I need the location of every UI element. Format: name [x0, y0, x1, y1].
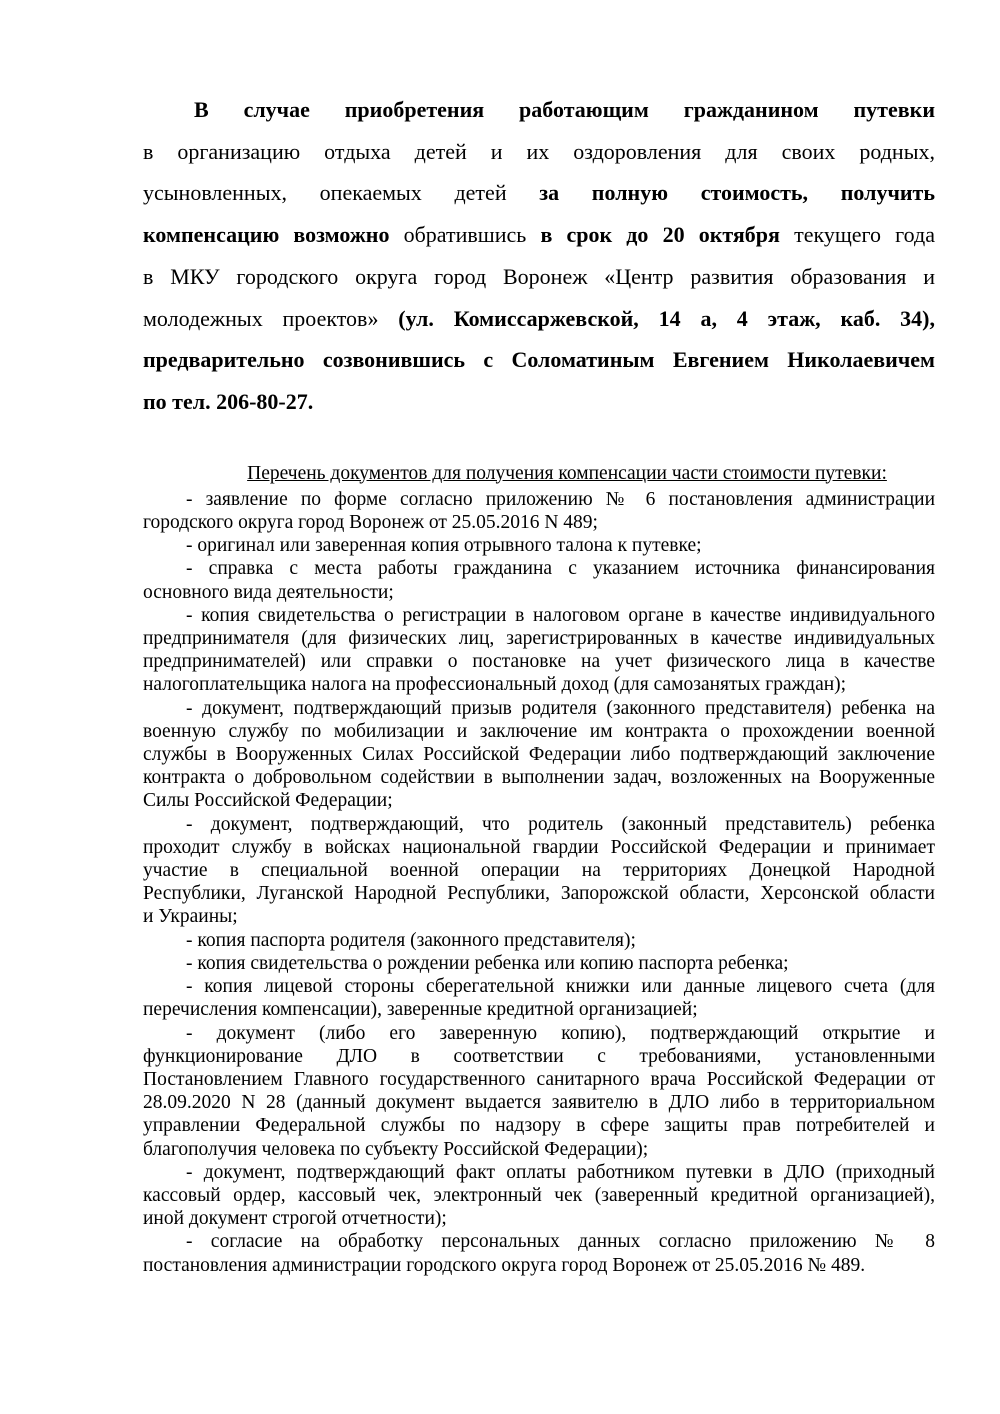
intro-line — [143, 256, 935, 298]
list-item — [143, 1230, 935, 1276]
list-item-line: иной документ строгой отчетности); — [143, 1208, 447, 1230]
documents-list-section — [143, 462, 935, 1277]
list-item-line: и Украины; — [143, 906, 238, 928]
list-item-line: - заявление по форме согласно приложению № 6 постановления администрации — [186, 488, 935, 510]
list-item-line: кассовый ордер, кассовый чек, электронный чек (заверенный кредитной организацией), — [143, 1184, 935, 1206]
intro-line — [143, 339, 935, 381]
list-item — [143, 697, 935, 813]
documents-list-heading-text: Перечень документов для получения компенсации части стоимости путевки: — [247, 462, 887, 484]
list-item — [143, 1161, 935, 1231]
text-run-bold: В случае приобретения работающим гражданином путевки — [194, 97, 935, 122]
documents-list-heading — [143, 462, 935, 485]
intro-line — [143, 298, 935, 340]
list-item-line: налогоплательщика налога на профессиональный доход (для самозанятых граждан); — [143, 674, 847, 696]
list-item-line: перечисления компенсации), заверенные кредитной организацией; — [143, 999, 698, 1021]
text-run-bold: предварительно созвонившись с Соломатиным Евгением Николаевичем — [143, 347, 935, 373]
list-item-line: - документ (либо его заверенную копию), подтверждающий открытие и — [186, 1022, 935, 1044]
text-run-bold: в срок до 20 октября — [540, 222, 795, 248]
list-item — [143, 488, 935, 534]
list-item — [143, 929, 935, 952]
list-item-line: участие в специальной военной операции на территориях Донецкой Народной — [143, 860, 935, 882]
text-run-bold: (ул. Комиссаржевской, 14 а, 4 этаж, каб. 34), — [398, 305, 935, 331]
list-item-line: службы в Вооруженных Силах Российской Федерации либо подтверждающий заключение — [143, 744, 935, 766]
list-item-line: городского округа город Воронеж от 25.05.2016 N 489; — [143, 512, 598, 534]
list-item-line: предпринимателя (для физических лиц, зарегистрированных в качестве индивидуальных — [143, 628, 935, 650]
list-item-line: - копия свидетельства о рождении ребенка или копию паспорта ребенка; — [186, 952, 789, 974]
intro-line — [143, 131, 935, 173]
list-item — [143, 1022, 935, 1161]
list-item-line: военную службу по мобилизации и заключение им контракта о прохождении военной — [143, 720, 935, 742]
text-run: молодежных проектов» — [143, 305, 399, 331]
intro-line — [143, 172, 935, 214]
text-run-bold: компенсацию возможно — [143, 222, 404, 248]
list-item-line: предпринимателей) или справки о постановке на учет физического лица в качестве — [143, 651, 935, 673]
list-item-line: благополучия человека по субъекту Российской Федерации); — [143, 1138, 649, 1160]
text-run-bold: за полную стоимость, получить — [539, 180, 935, 206]
intro-line — [143, 89, 935, 131]
list-item-line: основного вида деятельности; — [143, 581, 394, 603]
list-item-line: Постановлением Главного государственного санитарного врача Российской Федерации от — [143, 1068, 935, 1090]
list-item-line: - согласие на обработку персональных данных согласно приложению № 8 — [186, 1231, 935, 1253]
list-item-line: управлении Федеральной службы по надзору в сфере защиты прав потребителей и — [143, 1115, 935, 1137]
intro-line — [143, 214, 935, 256]
text-run: в организацию отдыха детей и их оздоровления для своих родных, — [143, 138, 935, 164]
list-item-line: проходит службу в войсках национальной гвардии Российской Федерации и принимает — [143, 836, 935, 858]
text-run: текущего года — [794, 222, 935, 248]
intro-line — [143, 381, 935, 423]
list-item-line: контракта о добровольном содействии в выполнении задач, возложенных на Вооруженные — [143, 767, 935, 789]
list-item — [143, 604, 935, 697]
list-item-line: - копия свидетельства о регистрации в налоговом органе в качестве индивидуального — [186, 604, 935, 626]
list-item-line: постановления администрации городского округа город Воронеж от 25.05.2016 № 489. — [143, 1254, 866, 1276]
list-item — [143, 557, 935, 603]
list-item — [143, 975, 935, 1021]
list-item-line: - копия паспорта родителя (законного представителя); — [186, 929, 636, 951]
list-item — [143, 534, 935, 557]
intro-paragraph — [143, 89, 935, 423]
list-item-line: функционирование ДЛО в соответствии с требованиями, установленными — [143, 1045, 935, 1067]
list-item — [143, 952, 935, 975]
text-run-bold: по тел. 206-80-27. — [143, 388, 314, 414]
text-run: усыновленных, опекаемых детей — [143, 180, 540, 206]
list-item-line: - оригинал или заверенная копия отрывного талона к путевке; — [186, 535, 702, 557]
list-item-line: - документ, подтверждающий призыв родителя (законного представителя) ребенка на — [186, 697, 935, 719]
list-item-line: - справка с места работы гражданина с указанием источника финансирования — [186, 558, 935, 580]
text-run: в МКУ городского округа город Воронеж «Центр развития образования и — [143, 263, 935, 289]
text-run: обратившись — [403, 222, 541, 248]
list-item-line: 28.09.2020 N 28 (данный документ выдается заявителю в ДЛО либо в территориальном — [143, 1092, 935, 1114]
list-item-line: Силы Российской Федерации; — [143, 790, 393, 812]
list-item-line: - копия лицевой стороны сберегательной книжки или данные лицевого счета (для — [186, 976, 935, 998]
list-item-line: - документ, подтверждающий факт оплаты работником путевки в ДЛО (приходный — [186, 1161, 935, 1183]
list-item — [143, 813, 935, 929]
list-item-line: - документ, подтверждающий, что родитель (законный представитель) ребенка — [186, 813, 935, 835]
list-item-line: Республики, Луганской Народной Республики, Запорожской области, Херсонской области — [143, 883, 935, 905]
